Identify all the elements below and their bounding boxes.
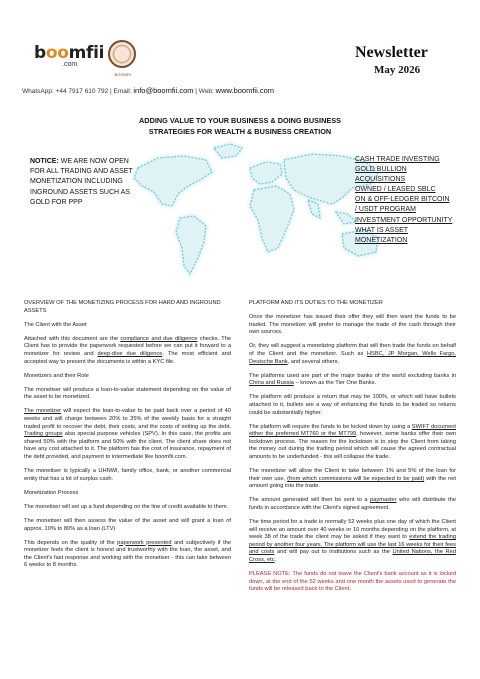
contact-line	[22, 86, 274, 95]
contact-web[interactable]: www.boomfii.com	[215, 86, 275, 95]
paragraph: The time period for a trade is normally 52 weeks plus one day of which the Client will receive an amount over 40 weeks or 10 months depending on the platform, at week 38 of the trade the client may be asked if they want to extend the trading period by another four years. The platform will use the last 16 weeks for their fees and costs and will pay out to institutions such as the United Nations, the Red Cross, etc.	[249, 519, 456, 564]
link-paperwork[interactable]: paperwork presented	[117, 539, 172, 546]
link-acquisitions[interactable]: ACQUISITIONS	[355, 176, 406, 184]
left-column	[24, 300, 231, 577]
paragraph: Or, they will suggest a monetizing platform that will then trade the funds on behalf of the Client and the monetizer. Such as HSBC, JP Morgan, Wells Fargo, Deutsche Bank, and several others.	[249, 343, 456, 365]
paragraph: The monetiser will produce a loan-to-value statement depending on the value of the asset to be monetized.	[24, 386, 231, 401]
notice-text	[30, 157, 140, 208]
paragraph: The amount generated will then be sent to a paymaster who will distribute the funds in accordance with the Client's signed agreement.	[249, 497, 456, 511]
notice-body: WE ARE NOW OPEN FOR ALL TRADING AND ASSET MONETIZATION INCLUDING INGROUND ASSETS SUCH AS GOLD FOR PPP	[30, 158, 133, 206]
subheading-process: Monetization Process	[24, 489, 79, 496]
seal-icon	[108, 40, 136, 68]
logo-text-oo: oo	[45, 43, 69, 63]
please-note: PLEASE NOTE: The funds do not leave the Client's bank account as it is locked down, at the end of the 52 weeks and one month the assets used to generate the funds will be released back to the Client.	[249, 571, 456, 593]
section-heading-platform: PLATFORM AND ITS DUTIES TO THE MONETIZER	[249, 300, 383, 306]
right-column	[249, 300, 456, 600]
logo-domain: .com	[62, 61, 78, 68]
logo-text-b: b	[34, 43, 46, 63]
paragraph: Attached with this document are the compliance and due diligence checks. The Client has to provide the paperwork requested before we can put it forward to a monetizer for review and deep-dive due diligence. The most efficient and accepted way to present the documents is within a KYC file.	[24, 335, 232, 365]
link-asset-monetization[interactable]: WHAT IS ASSET	[355, 226, 409, 234]
paragraph: The monetizer will expect the loan-to-value to be paid back over a period of 40 weeks and will charge between 20% to 35% of the weekly basis for a straight traded profit to recover the debt, their costs, and the costs of setting up the debt. Trading groups also special purpose vehicles (SPV). In this case, the profits are shared 50% with the platform and 50% with the client. The client share does not have any cost attached to it. The platform has the cost of insurance, repayment of the debt provided, and payment to intermediate like boomfii.com.	[24, 408, 231, 460]
link-asset-monetization-cont[interactable]: MONETIZATION	[355, 236, 408, 244]
link-sblc[interactable]: OWNED / LEASED SBLC	[355, 186, 436, 194]
topic-links	[355, 155, 467, 246]
paragraph: The monetiser is typically a UHNWI, family office, bank, or another commercial entity that has a lot of surplus cash.	[24, 468, 231, 482]
paragraph: The platforms used are part of the major banks of the world excluding banks in China and Russia – known as the Tier One Banks.	[249, 372, 456, 387]
link-swift[interactable]: SWIFT document either the preferred MT760 or the MT799	[249, 423, 456, 438]
link-usdt-program[interactable]: / USDT PROGRAM	[355, 206, 416, 214]
paragraph: The platform will produce a return that may be 100%, or which will have bullets attached to it, bullets are a way of enhancing the funds to be traded so returns could be substantially higher.	[249, 394, 456, 416]
newsletter-title: Newsletter	[355, 44, 428, 61]
link-paymaster[interactable]: paymaster	[370, 497, 397, 504]
paragraph: The monetiser will set up a fund depending on the line of credit available to them.	[24, 503, 229, 510]
logo-text-rest: mfii	[68, 43, 105, 63]
paragraph: The monetiser will then assess the value of the asset and will grant a loan of approx. 10% to 80% as a loan (LTV)	[24, 517, 231, 532]
notice-label: NOTICE:	[30, 158, 59, 165]
contact-whatsapp: WhatsApp: +44 7917 610 792 | Email:	[22, 88, 134, 95]
seal-text: BOOMFII	[114, 72, 132, 77]
newsletter-date: May 2026	[374, 64, 421, 76]
link-extend-trading[interactable]: extend the trading period by another four years. The platform will use the last 16 weeks for their fees and costs	[249, 534, 456, 556]
contact-email[interactable]: info@boomfii.com	[133, 86, 194, 95]
paragraph: This depends on the quality of the paperwork presented and subjectively if the monetizer feels the client is honest and trustworthy with the loan, the asset, and the Client's fast response and working with the monetiser - this can take between 6 weeks to 8 months.	[24, 539, 232, 569]
link-compliance[interactable]: compliance and due diligence	[120, 335, 198, 342]
contact-web-label: | Web:	[193, 88, 216, 95]
link-due-diligence[interactable]: deep-dive due diligence	[97, 350, 163, 357]
paragraph: Once the monetizer has issued their offer they will then want the funds to be traded. The monetizer will prefer to manage the trade of the cash through their own sources.	[249, 314, 456, 336]
link-banks[interactable]: HSBC, JP Morgan, Wells Fargo, Deutsche Bank	[249, 350, 456, 365]
link-china-russia[interactable]: China and Russia	[249, 380, 294, 387]
link-monetizer[interactable]: The monetizer	[24, 408, 62, 415]
link-commissions[interactable]: (from which commissions will be expected to be paid)	[287, 475, 425, 482]
subheading-monetizers: Monetizers and their Role	[24, 372, 89, 379]
brand-logo	[34, 43, 104, 63]
headline-line-2: STRATEGIES FOR WEALTH & BUSINESS CREATION	[148, 127, 332, 136]
paragraph: The monetizer will allow the Client to take between 1% and 5% of the loan for their own use, (from which commissions will be expected to be paid) with the net amount going into the trade.	[249, 468, 457, 490]
link-gold-bullion[interactable]: GOLD BULLION	[355, 166, 407, 174]
headline-line-1: ADDING VALUE TO YOUR BUSINESS & DOING BUSINESS	[139, 116, 341, 125]
link-cash-trade-investing[interactable]: CASH TRADE INVESTING	[355, 156, 440, 163]
link-institutions[interactable]: United Nations, the Red Cross, etc	[249, 549, 456, 564]
link-bitcoin[interactable]: ON & OFF-LEDGER BITCOIN	[355, 196, 450, 204]
subheading-client: The Client with the Asset	[24, 321, 87, 328]
link-trading-groups[interactable]: Trading groups	[24, 431, 63, 438]
paragraph: The platform will require the funds to be locked down by using a SWIFT document either the preferred MT760 or the MT799, however, some banks offer their own lockdown process. The reason for the lockdown is to stop the Client from taking the money out during the trading period which will cause the agreed contractual amounts to be underfunded - this will collapse the trade.	[249, 423, 456, 460]
section-heading-overview: OVERVIEW OF THE MONETIZING PROCESS FOR HARD AND INGROUND ASSETS	[24, 300, 221, 314]
link-investment-opportunity[interactable]: INVESTMENT OPPORTUNITY	[355, 216, 453, 224]
